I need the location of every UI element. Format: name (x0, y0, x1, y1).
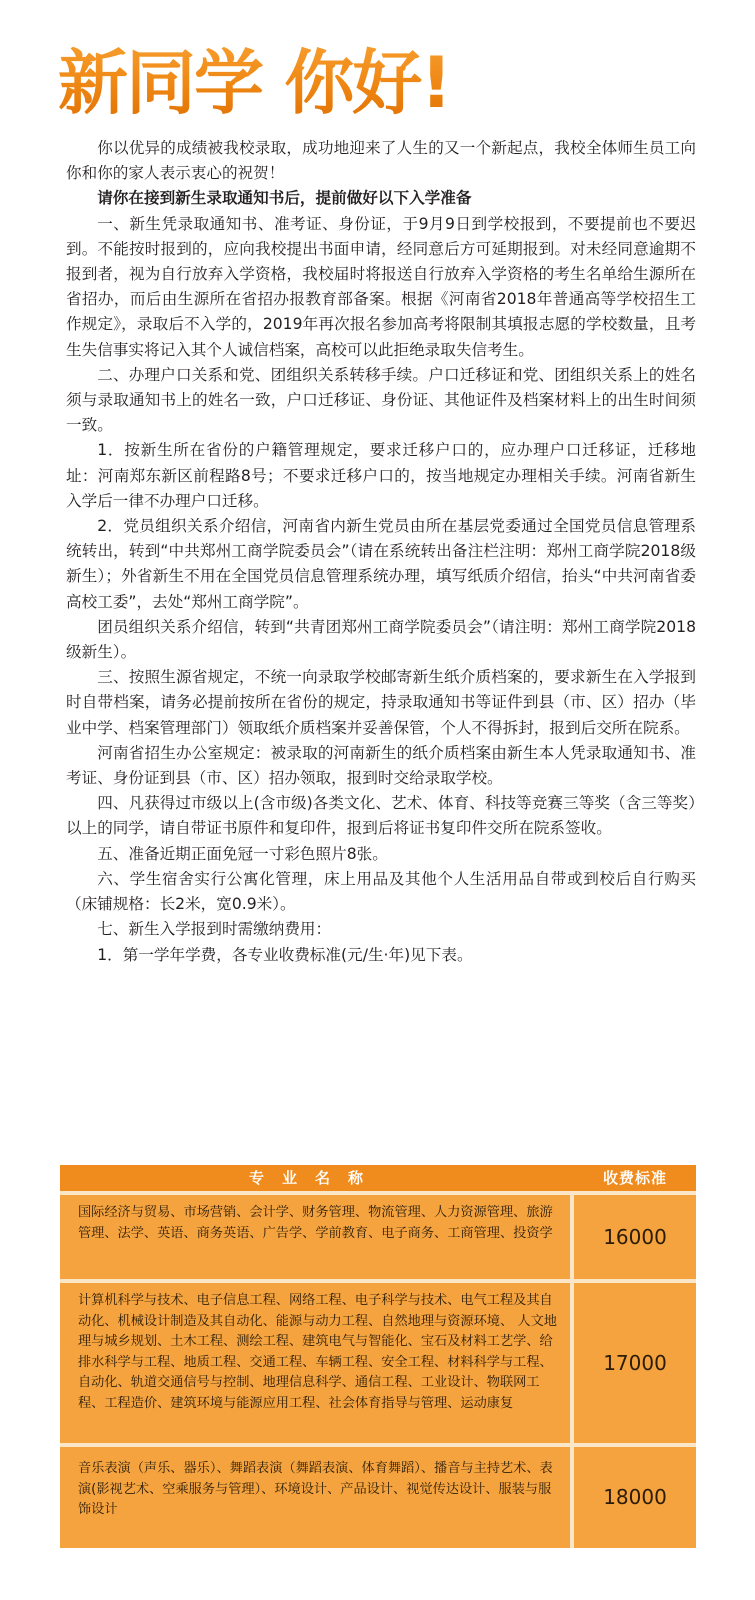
table-header (60, 1165, 696, 1191)
majors-list: 音乐表演（声乐、器乐）、舞蹈表演（舞蹈表演、体育舞蹈）、播音与主持艺术、表演(影视艺术、空乘服务与管理）、环境设计、产品设计、视觉传达设计、服装与服饰设计 (78, 1461, 553, 1518)
paragraph-registration: 一、新生凭录取通知书、准考证、身份证，于9月9日到学校报到，不要提前也不要迟到。不能按时报到的，应向我校提出书面申请，经同意后方可延期报到。对未经同意逾期不报到者，视为自行放弃入学资格，我校届时将报送自行放弃入学资格的考生名单给生源所在省招办，而后由生源所在省招办报教育部备案。根据《河南省2018年普通高等学校招生工作规定》，录取后不入学的，2019年再次报名参加高考将限制其填报志愿的学校数量，且考生失信事实将记入其个人诚信档案，高校可以此拒绝录取失信考生。 (66, 214, 696, 359)
fee-amount: 17000 (603, 1351, 667, 1375)
paragraph-preparation-heading: 请你在接到新生录取通知书后，提前做好以下入学准备 (97, 189, 472, 208)
paragraph-certificates: 四、凡获得过市级以上(含市级)各类文化、艺术、体育、科技等竞赛三等奖（含三等奖）以上的同学，请自带证书原件和复印件，报到后将证书复印件交所在院系签收。 (66, 794, 696, 838)
fee-amount: 18000 (603, 1485, 667, 1509)
majors-list: 计算机科学与技术、电子信息工程、网络工程、电子科学与技术、电气工程及其自动化、机械设计制造及其自动化、能源与动力工程、自然地理与资源环境、 人文地理与城乡规划、土木工程、测绘工程、建筑电气与智能化、宝石及材料工艺学、给排水科学与工程、地质工程、交通工程、车辆工程、安全工程、材料科学与工程、自动化、轨道交通信号与控制、地理信息科学、通信工程、工业设计、物联网工程、工程造价、建筑环境与能源应用工程、社会体育指导与管理、运动康复 (78, 1293, 557, 1411)
table-row-fee (574, 1447, 696, 1548)
paragraph-party-relation: 2．党员组织关系介绍信，河南省内新生党员由所在基层党委通过全国党员信息管理系统转出，转到“中共郑州工商学院委员会”（请在系统转出备注栏注明：郑州工商学院2018级新生）；外省新生不用在全国党员信息管理系统办理，填写纸质介绍信，抬头“中共河南省委高校工委”，去处“郑州工商学院”。 (66, 517, 696, 611)
fee-amount: 16000 (603, 1225, 667, 1249)
table-row-majors (60, 1195, 570, 1279)
paragraph-photos: 五、准备近期正面免冠一寸彩色照片8张。 (97, 844, 388, 863)
paragraph-fees: 七、新生入学报到时需缴纳费用： (97, 920, 332, 939)
table-row-majors (60, 1447, 570, 1548)
paragraph-henan-archives: 河南省招生办公室规定：被录取的河南新生的纸介质档案由新生本人凭录取通知书、准考证、身份证到县（市、区）招办领取，报到时交给录取学校。 (66, 743, 696, 788)
header-major: 专业名称 (248, 1169, 381, 1187)
paragraph-household-migration: 1．按新生所在省份的户籍管理规定，要求迁移户口的，应办理户口迁移证，迁移地址：河南郑东新区前程路8号；不要求迁移户口的，按当地规定办理相关手续。河南省新生入学后一律不办理户口迁移。 (66, 441, 696, 510)
paragraph-tuition: 1．第一学年学费，各专业收费标准(元/生·年)见下表。 (97, 945, 473, 964)
table-row-fee (574, 1283, 696, 1443)
header-fee: 收费标准 (602, 1169, 667, 1187)
table-row-majors (60, 1283, 570, 1443)
paragraph-household-transfer: 二、办理户口关系和党、团组织关系转移手续。户口迁移证和党、团组织关系上的姓名须与录取通知书上的姓名一致，户口迁移证、身份证、其他证件及档案材料上的出生时间须一致。 (66, 365, 696, 435)
paragraph-league-relation: 团员组织关系介绍信，转到“共青团郑州工商学院委员会”（请注明：郑州工商学院2018级新生）。 (66, 617, 696, 662)
page-title: 新同学 你好! (58, 38, 450, 128)
paragraph-dormitory: 六、学生宿舍实行公寓化管理，床上用品及其他个人生活用品自带或到校后自行购买（床铺规格：长2米，宽0.9米）。 (66, 869, 696, 914)
paragraph-congratulations: 你以优异的成绩被我校录取，成功地迎来了人生的又一个新起点，我校全体师生员工向你和你的家人表示衷心的祝贺！ (66, 139, 696, 183)
tuition-fee-table (60, 1165, 696, 1548)
notice-body (66, 136, 696, 968)
majors-list: 国际经济与贸易、市场营销、会计学、财务管理、物流管理、人力资源管理、旅游管理、法学、英语、商务英语、广告学、学前教育、电子商务、工商管理、投资学 (78, 1205, 553, 1241)
table-row-fee (574, 1195, 696, 1279)
paragraph-archives: 三、按照生源省规定，不统一向录取学校邮寄新生纸介质档案的，要求新生在入学报到时自带档案，请务必提前按所在省份的规定，持录取通知书等证件到县（市、区）招办（毕业中学、档案管理部门）领取纸介质档案并妥善保管，个人不得拆封，报到后交所在院系。 (66, 668, 696, 737)
